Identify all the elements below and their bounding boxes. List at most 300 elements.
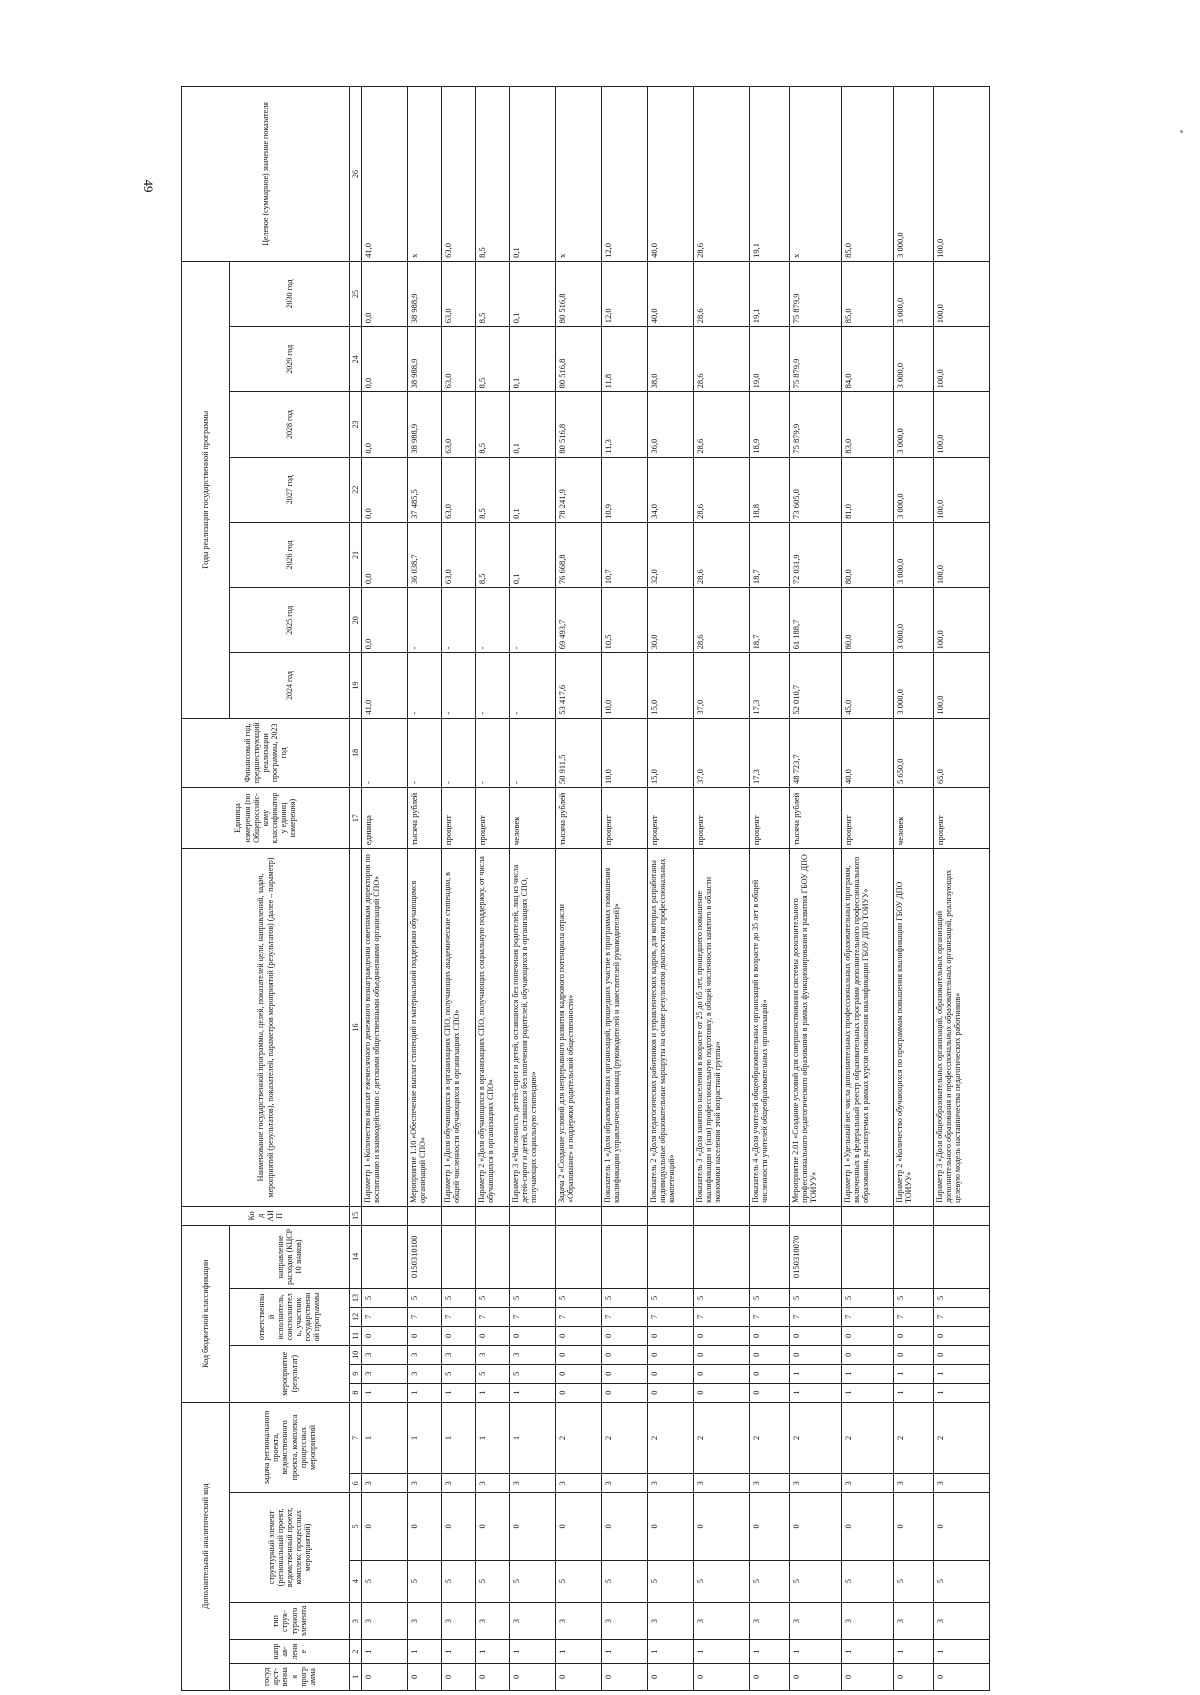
code-cell: 5 [894, 1288, 934, 1307]
code-cell: 1 [476, 1402, 510, 1474]
code-cell: 2 [750, 1402, 790, 1474]
code-cell: 0 [750, 1663, 790, 1690]
value-cell: 63,0 [442, 261, 476, 326]
value-cell: 78 241,9 [556, 457, 602, 522]
header-unit: Единица измерения (по Общероссийс-кому классификатору единиц измерения) [182, 788, 350, 849]
value-cell: 100,0 [934, 261, 990, 326]
column-number-cell: 11 [350, 1326, 362, 1345]
value-cell: 80,0 [842, 588, 894, 653]
value-cell: - [408, 653, 442, 718]
value-cell: 76 668,8 [556, 522, 602, 587]
value-cell: - [510, 653, 556, 718]
code-cell: 1 [790, 1640, 842, 1663]
value-cell: 3 000,0 [894, 457, 934, 522]
code-cell: 2 [894, 1402, 934, 1474]
header-dop-code: Дополнительный аналитический код [182, 1402, 230, 1690]
code-cell: 0 [694, 1663, 750, 1690]
table-row [790, 87, 842, 1691]
code-cell: 2 [934, 1402, 990, 1474]
code-cell: 3 [694, 1474, 750, 1493]
code-cell: 5 [842, 1288, 894, 1307]
value-cell: 48 723,7 [790, 718, 842, 787]
table-row [842, 87, 894, 1691]
header-expense: направление расходов (КЦСР 10 знаков) [230, 1225, 350, 1288]
column-number-cell: 23 [350, 392, 362, 457]
code-cell: 0 [408, 1663, 442, 1690]
value-cell: 80 516,8 [556, 327, 602, 392]
code-cell: 7 [648, 1307, 694, 1326]
value-cell: 100,0 [934, 392, 990, 457]
value-cell: 3 000,0 [894, 87, 934, 262]
column-number-cell: 10 [350, 1345, 362, 1364]
code-cell [694, 1225, 750, 1288]
column-number-cell: 1 [350, 1663, 362, 1690]
code-cell: 3 [476, 1345, 510, 1364]
code-cell: 1 [556, 1640, 602, 1663]
table-row [476, 87, 510, 1691]
header-year-2029: 2029 год [230, 327, 350, 392]
row-unit: процент [476, 788, 510, 849]
value-cell: 8,5 [476, 261, 510, 326]
value-cell: 84,0 [842, 327, 894, 392]
code-cell: 5 [556, 1560, 602, 1602]
code-cell [602, 1206, 648, 1225]
code-cell [408, 1206, 442, 1225]
code-cell: 0 [408, 1326, 442, 1345]
column-number-row [350, 87, 362, 1691]
value-cell: 0,0 [362, 457, 408, 522]
code-cell: 5 [750, 1288, 790, 1307]
value-cell: 17,3 [750, 653, 790, 718]
code-cell: 3 [362, 1474, 408, 1493]
value-cell: 63,0 [442, 457, 476, 522]
value-cell: 80,0 [842, 522, 894, 587]
code-cell [934, 1206, 990, 1225]
code-cell: 5 [442, 1288, 476, 1307]
value-cell: 28,6 [694, 588, 750, 653]
value-cell: 0,1 [510, 87, 556, 262]
code-cell: 2 [694, 1402, 750, 1474]
value-cell: 36,0 [648, 392, 694, 457]
row-unit: процент [934, 788, 990, 849]
value-cell: 80 516,8 [556, 261, 602, 326]
value-cell: 53 417,6 [556, 653, 602, 718]
code-cell: 0 [510, 1326, 556, 1345]
value-cell: 38 988,9 [408, 327, 442, 392]
row-name: Показатель 3 «Доля занятого населения в возрасте от 25 до 65 лет, прошедшего повышение квалификации и (или) профессиональную подготовку, в общей численности занятого в области экономики населения этой возрастной группы» [694, 849, 750, 1207]
code-cell: 5 [934, 1560, 990, 1602]
table-row [894, 87, 934, 1691]
value-cell: 80 516,8 [556, 392, 602, 457]
header-target: Целевое (суммарное) значение показателя [182, 87, 350, 262]
code-cell: 0 [556, 1383, 602, 1402]
value-cell: 0,0 [362, 327, 408, 392]
value-cell: 63,0 [442, 327, 476, 392]
code-cell: 7 [510, 1307, 556, 1326]
value-cell: 75 879,9 [790, 392, 842, 457]
code-cell [648, 1225, 694, 1288]
header-event: мероприятие (результат) [230, 1345, 350, 1402]
code-cell: 3 [362, 1602, 408, 1640]
code-cell: 0 [442, 1326, 476, 1345]
column-number-cell: 22 [350, 457, 362, 522]
code-cell: 1 [842, 1364, 894, 1383]
value-cell: 28,6 [694, 392, 750, 457]
row-name: Параметр 3 «Численность детей-сирот и детей, оставшихся без попечения родителей, лиц из числа детей-сирот и детей, оставшихся без попечения родителей, обучающихся в организациях СПО, получающих социальную стипендию» [510, 849, 556, 1207]
value-cell: 11,8 [602, 327, 648, 392]
code-cell: 3 [602, 1602, 648, 1640]
value-cell: 40,0 [648, 261, 694, 326]
value-cell: 18,9 [750, 392, 790, 457]
code-cell: 3 [934, 1474, 990, 1493]
code-cell: 0 [648, 1383, 694, 1402]
value-cell: 10,5 [602, 588, 648, 653]
row-unit: единица [362, 788, 408, 849]
code-cell: 0 [648, 1326, 694, 1345]
code-cell: 5 [510, 1364, 556, 1383]
value-cell: 0,0 [362, 392, 408, 457]
table-row [362, 87, 408, 1691]
code-cell: 0 [510, 1493, 556, 1560]
value-cell: x [408, 87, 442, 262]
table-body [350, 87, 990, 1691]
value-cell: 3 000,0 [894, 522, 934, 587]
column-number-cell: 5 [350, 1493, 362, 1560]
code-cell: 0 [934, 1326, 990, 1345]
value-cell: 40,0 [842, 718, 894, 787]
header-responsible: ответственный исполнитель, соисполнитель, участник государственной программы [230, 1288, 350, 1345]
value-cell: 61 188,7 [790, 588, 842, 653]
code-cell: 3 [408, 1474, 442, 1493]
value-cell: 0,0 [362, 522, 408, 587]
code-cell: 3 [894, 1474, 934, 1493]
code-cell: 1 [362, 1383, 408, 1402]
value-cell: 85,0 [842, 87, 894, 262]
code-cell: 3 [442, 1345, 476, 1364]
row-name: Параметр 2 «Доля обучающихся в организациях СПО, получающих социальную поддержку, от числа обучающихся в организациях СПО» [476, 849, 510, 1207]
header-year-2028: 2028 год [230, 392, 350, 457]
code-cell: 7 [362, 1307, 408, 1326]
code-cell: 1 [894, 1640, 934, 1663]
column-number-cell: 19 [350, 653, 362, 718]
header-year-2025: 2025 год [230, 588, 350, 653]
code-cell: 1 [894, 1383, 934, 1402]
code-cell: 1 [442, 1383, 476, 1402]
value-cell: x [556, 87, 602, 262]
code-cell: 1 [510, 1383, 556, 1402]
code-cell: 5 [790, 1560, 842, 1602]
value-cell: 10,9 [602, 457, 648, 522]
row-name: Мероприятие 1.10 «Обеспечение выплат стипендий и материальной поддержки обучающимся организаций СПО» [408, 849, 442, 1207]
code-cell: 1 [408, 1640, 442, 1663]
code-cell: 7 [476, 1307, 510, 1326]
code-cell: 0 [842, 1326, 894, 1345]
value-cell: 3 000,0 [894, 653, 934, 718]
code-cell: 0 [694, 1326, 750, 1345]
code-cell: 0 [476, 1326, 510, 1345]
code-cell: 0 [602, 1383, 648, 1402]
code-cell: 7 [750, 1307, 790, 1326]
value-cell: 8,5 [476, 392, 510, 457]
value-cell: - [510, 588, 556, 653]
code-cell: 0 [790, 1326, 842, 1345]
code-cell: 3 [648, 1602, 694, 1640]
code-cell: 5 [408, 1288, 442, 1307]
value-cell: 0,0 [362, 261, 408, 326]
code-cell: 3 [408, 1602, 442, 1640]
value-cell: 8,5 [476, 522, 510, 587]
value-cell: 8,5 [476, 327, 510, 392]
code-cell: 1 [442, 1640, 476, 1663]
code-cell: 0 [556, 1364, 602, 1383]
code-cell: 7 [894, 1307, 934, 1326]
row-unit: тысяча рублей [790, 788, 842, 849]
code-cell: 3 [694, 1602, 750, 1640]
row-unit: процент [694, 788, 750, 849]
code-cell: 0 [934, 1663, 990, 1690]
code-cell: 3 [442, 1474, 476, 1493]
value-cell: 17,3 [750, 718, 790, 787]
code-cell: 0 [842, 1493, 894, 1560]
column-number-cell: 21 [350, 522, 362, 587]
value-cell: 69 493,7 [556, 588, 602, 653]
code-cell [510, 1225, 556, 1288]
value-cell: x [790, 87, 842, 262]
column-number-cell: 13 [350, 1288, 362, 1307]
code-cell: 5 [442, 1364, 476, 1383]
scan-speck [1180, 130, 1183, 133]
header-direction: направ-ление [230, 1640, 350, 1663]
table-row [602, 87, 648, 1691]
value-cell: 19,0 [750, 327, 790, 392]
row-name: Параметр 1 «Доля обучающихся в организациях СПО, получающих академические стипендии, в общей численности обучающихся в организациях СПО» [442, 849, 476, 1207]
value-cell: 100,0 [934, 522, 990, 587]
code-cell: 0 [894, 1663, 934, 1690]
code-cell: 0 [362, 1663, 408, 1690]
value-cell: 40,0 [648, 87, 694, 262]
code-cell: 0 [934, 1493, 990, 1560]
value-cell: 10,7 [602, 522, 648, 587]
value-cell: 0,0 [362, 588, 408, 653]
code-cell: 0 [790, 1345, 842, 1364]
code-cell: 5 [648, 1560, 694, 1602]
code-cell: 3 [408, 1345, 442, 1364]
value-cell: 15,0 [648, 718, 694, 787]
row-unit: процент [648, 788, 694, 849]
code-cell: 2 [842, 1402, 894, 1474]
code-cell: 0 [476, 1663, 510, 1690]
code-cell: 0 [648, 1493, 694, 1560]
code-cell: 3 [476, 1602, 510, 1640]
value-cell: 28,6 [694, 261, 750, 326]
code-cell [790, 1206, 842, 1225]
value-cell: 10,0 [602, 653, 648, 718]
code-cell: 5 [602, 1288, 648, 1307]
code-cell [750, 1225, 790, 1288]
code-cell: 2 [648, 1402, 694, 1474]
value-cell: 100,0 [934, 457, 990, 522]
code-cell: 0 [750, 1364, 790, 1383]
value-cell: 63,0 [442, 392, 476, 457]
row-name: Параметр 3 «Доля общеобразовательных организаций, образовательных организаций дополнительного образования и профессиональных образовательных организаций, реализующих целевую модель наставничества педагогических работников» [934, 849, 990, 1207]
code-cell: 3 [790, 1602, 842, 1640]
code-cell: 5 [510, 1288, 556, 1307]
code-cell: 3 [790, 1474, 842, 1493]
value-cell: - [476, 588, 510, 653]
row-unit: процент [842, 788, 894, 849]
code-cell: 0 [790, 1663, 842, 1690]
code-cell [476, 1206, 510, 1225]
value-cell: 37,0 [694, 718, 750, 787]
code-cell: 0 [694, 1383, 750, 1402]
header-type: тип струк-турного элемента [230, 1602, 350, 1640]
code-cell: 0 [894, 1326, 934, 1345]
code-cell: 3 [408, 1364, 442, 1383]
code-cell: 0 [556, 1326, 602, 1345]
value-cell: 28,6 [694, 457, 750, 522]
code-cell: 0 [750, 1345, 790, 1364]
row-name: Параметр 1 «Удельный вес числа дополнительных профессиональных образовательных программ, включенных в федеральный реестр образовательных программ дополнительного профессионального образования, реализуемых в рамках курсов повышения квалификации ГБОУ ДПО ТОИУУ» [842, 849, 894, 1207]
value-cell: 100,0 [934, 327, 990, 392]
value-cell: 15,0 [648, 653, 694, 718]
value-cell: 3 000,0 [894, 588, 934, 653]
column-number-cell: 20 [350, 588, 362, 653]
value-cell: 83,0 [842, 392, 894, 457]
column-number-cell: 12 [350, 1307, 362, 1326]
code-cell: 0 [750, 1493, 790, 1560]
value-cell: 81,0 [842, 457, 894, 522]
value-cell: 36 038,7 [408, 522, 442, 587]
code-cell: 0 [648, 1663, 694, 1690]
header-task: задача регионального проекта, ведомственного проекта, комплекса процессных мероприятий [230, 1402, 350, 1493]
value-cell: - [362, 718, 408, 787]
page-number: 49 [141, 179, 156, 193]
code-cell: 5 [476, 1288, 510, 1307]
code-cell [362, 1206, 408, 1225]
value-cell: 50 911,5 [556, 718, 602, 787]
code-cell: 0 [556, 1663, 602, 1690]
value-cell: 30,0 [648, 588, 694, 653]
code-cell: 1 [648, 1640, 694, 1663]
code-cell: 0 [408, 1493, 442, 1560]
code-cell: 5 [894, 1560, 934, 1602]
code-cell: 7 [442, 1307, 476, 1326]
code-cell: 0 [442, 1663, 476, 1690]
code-cell: 0 [894, 1493, 934, 1560]
code-cell: 3 [442, 1602, 476, 1640]
table-row [442, 87, 476, 1691]
code-cell: 0 [362, 1326, 408, 1345]
code-cell: 0 [894, 1345, 934, 1364]
code-cell: 0 [750, 1326, 790, 1345]
code-cell: 1 [790, 1383, 842, 1402]
code-cell: 1 [476, 1640, 510, 1663]
value-cell: - [476, 653, 510, 718]
value-cell: 73 605,0 [790, 457, 842, 522]
value-cell: 75 879,9 [790, 261, 842, 326]
code-cell: 1 [362, 1402, 408, 1474]
value-cell: 37 485,5 [408, 457, 442, 522]
value-cell: 12,0 [602, 87, 648, 262]
code-cell: 3 [750, 1474, 790, 1493]
value-cell: 65,0 [934, 718, 990, 787]
code-cell: 0 [602, 1663, 648, 1690]
code-cell: 7 [556, 1307, 602, 1326]
value-cell: 28,6 [694, 87, 750, 262]
table-row [750, 87, 790, 1691]
row-name: Параметр 2 «Количество обучающихся по программам повышения квалификации ГБОУ ДПО ТОИУУ» [894, 849, 934, 1207]
table-row [648, 87, 694, 1691]
column-number-cell: 2 [350, 1640, 362, 1663]
row-unit: тысяча рублей [556, 788, 602, 849]
code-cell: 3 [362, 1364, 408, 1383]
table-row [934, 87, 990, 1691]
code-cell: 0 [556, 1493, 602, 1560]
code-cell: 0 [694, 1345, 750, 1364]
value-cell: 34,0 [648, 457, 694, 522]
code-cell [694, 1206, 750, 1225]
code-cell: 3 [842, 1602, 894, 1640]
code-cell: 0150310070 [790, 1225, 842, 1288]
value-cell: 38 988,9 [408, 392, 442, 457]
column-number-cell: 16 [350, 849, 362, 1207]
code-cell: 0 [556, 1345, 602, 1364]
value-cell: 18,7 [750, 588, 790, 653]
value-cell: 0,1 [510, 522, 556, 587]
code-cell: 1 [934, 1364, 990, 1383]
column-number-cell: 15 [350, 1206, 362, 1225]
value-cell: 3 000,0 [894, 327, 934, 392]
value-cell: 18,7 [750, 522, 790, 587]
row-name: Показатель 1 «Доля образовательных организаций, прошедших участие в программах повышения квалификации управленческих команд (руководителей и заместителей руководителей)» [602, 849, 648, 1207]
code-cell: 0 [842, 1345, 894, 1364]
code-cell [556, 1206, 602, 1225]
code-cell: 0 [442, 1493, 476, 1560]
code-cell: 1 [842, 1383, 894, 1402]
code-cell: 3 [894, 1602, 934, 1640]
rotated-table-container [181, 86, 1101, 1691]
row-unit: процент [750, 788, 790, 849]
code-cell: 7 [790, 1307, 842, 1326]
code-cell: 7 [934, 1307, 990, 1326]
header-years-group: Годы реализации государственной программы [182, 261, 230, 718]
code-cell [442, 1225, 476, 1288]
table-row [510, 87, 556, 1691]
code-cell: 7 [602, 1307, 648, 1326]
value-cell: 12,0 [602, 261, 648, 326]
code-cell: 5 [842, 1560, 894, 1602]
value-cell: 45,0 [842, 653, 894, 718]
code-cell: 3 [750, 1602, 790, 1640]
code-cell: 5 [476, 1560, 510, 1602]
row-name: Задача 2 «Создание условий для непрерывного развития кадрового потенциала отрасли «Образование» и поддержки родительской общественности» [556, 849, 602, 1207]
code-cell: 5 [362, 1288, 408, 1307]
value-cell: 72 031,9 [790, 522, 842, 587]
row-unit: человек [894, 788, 934, 849]
code-cell [442, 1206, 476, 1225]
header-year-2026: 2026 год [230, 522, 350, 587]
column-number-cell: 14 [350, 1225, 362, 1288]
code-cell [894, 1206, 934, 1225]
value-cell: - [408, 718, 442, 787]
row-name: Показатель 2 «Доля педагогических работников и управленческих кадров, для которых разработаны индивидуальные образовательные маршруты на основе результатов диагностики профессиональных компетенций» [648, 849, 694, 1207]
code-cell: 5 [442, 1560, 476, 1602]
value-cell: 63,0 [442, 87, 476, 262]
row-name: Мероприятие 2.01 «Создание условий для совершенствования системы дополнительного профессионального педагогического образования в рамках функционирования и развития ГБОУ ДПО ТОИУУ» [790, 849, 842, 1207]
code-cell: 3 [510, 1602, 556, 1640]
value-cell: 8,5 [476, 457, 510, 522]
code-cell: 0 [790, 1493, 842, 1560]
